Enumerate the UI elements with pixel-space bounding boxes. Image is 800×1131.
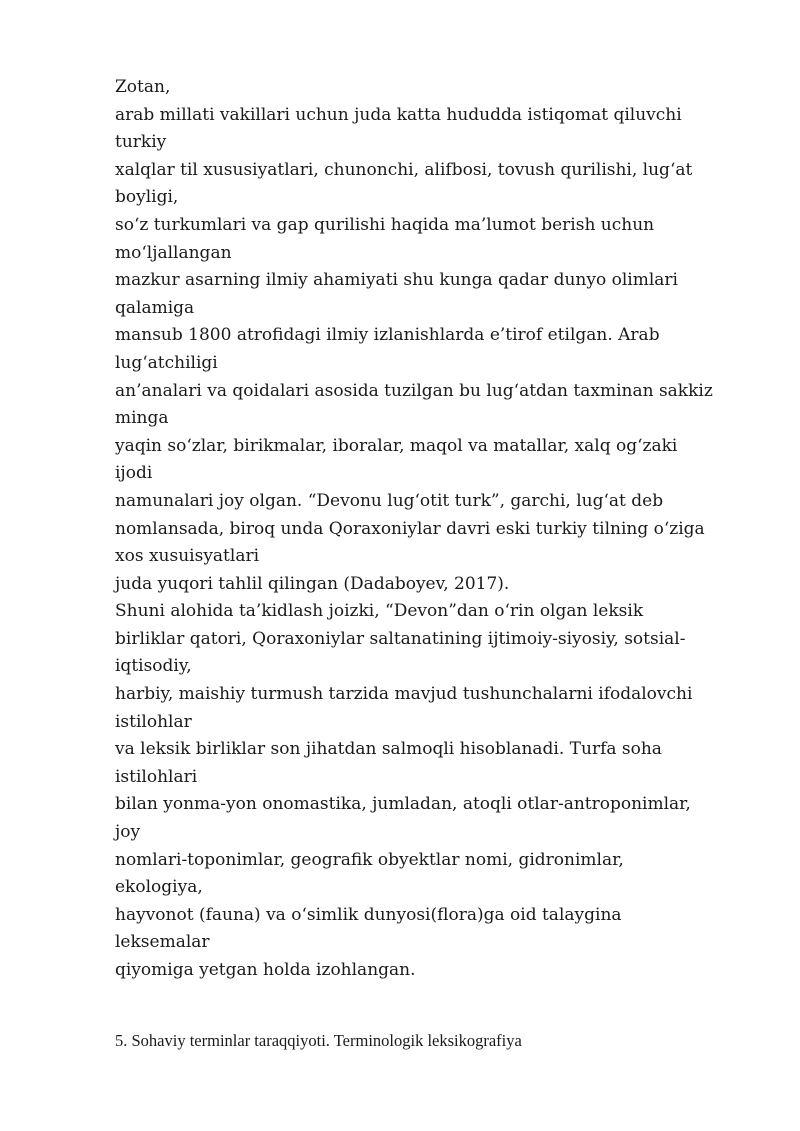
text-line: birliklar qatori, Qoraxoniylar saltanatining ijtimoiy-siyosiy, sotsial- xyxy=(115,628,686,649)
text-line: iqtisodiy, xyxy=(115,656,192,677)
text-line: va leksik birliklar son jihatdan salmoqli hisoblanadi. Turfa soha xyxy=(115,739,662,760)
text-line: harbiy, maishiy turmush tarzida mavjud tushunchalarni ifodalovchi xyxy=(115,684,693,705)
text-line: an’analari va qoidalari asosida tuzilgan bu lug‘atdan taxminan sakkiz xyxy=(115,380,713,401)
text-line: leksemalar xyxy=(115,932,210,953)
text-line: yaqin so‘zlar, birikmalar, iboralar, maqol va matallar, xalq og‘zaki xyxy=(115,435,678,456)
text-line: so‘z turkumlari va gap qurilishi haqida ma’lumot berish uchun xyxy=(115,214,655,235)
text-line: hayvonot (fauna) va o‘simlik dunyosi(flora)ga oid talaygina xyxy=(115,904,622,925)
text-line: qalamiga xyxy=(115,297,195,318)
text-line: arab millati vakillari uchun juda katta hududda istiqomat qiluvchi xyxy=(115,104,682,125)
text-line: istilohlar xyxy=(115,711,192,732)
text-line: boyligi, xyxy=(115,187,179,208)
text-line: mazkur asarning ilmiy ahamiyati shu kunga qadar dunyo olimlari xyxy=(115,270,678,291)
text-line: xalqlar til xususiyatlari, chunonchi, alifbosi, tovush qurilishi, lug‘at xyxy=(115,159,693,180)
text-line: lug‘atchiligi xyxy=(115,352,218,373)
body-paragraph xyxy=(115,74,755,985)
text-line: minga xyxy=(115,408,169,429)
text-line: Shuni alohida ta’kidlash joizki, “Devon”dan o‘rin olgan leksik xyxy=(115,601,644,622)
text-line: nomlansada, biroq unda Qoraxoniylar davri eski turkiy tilning o‘ziga xyxy=(115,518,705,539)
text-line: juda yuqori tahlil qilingan (Dadaboyev, 2017). xyxy=(115,573,510,594)
text-line: joy xyxy=(115,822,141,843)
text-line: qiyomiga yetgan holda izohlangan. xyxy=(115,960,416,980)
text-line: istilohlari xyxy=(115,766,198,787)
text-line: turkiy xyxy=(115,132,167,153)
text-line: ijodi xyxy=(115,463,153,484)
text-line: nomlari-toponimlar, geografik obyektlar nomi, gidronimlar, xyxy=(115,849,624,870)
text-line: xos xusuisyatlari xyxy=(115,546,260,567)
text-line: ekologiya, xyxy=(115,877,203,898)
text-line: namunalari joy olgan. “Devonu lug‘otit turk”, garchi, lug‘at deb xyxy=(115,490,664,511)
text-line: mo‘ljallangan xyxy=(115,242,232,263)
text-line: bilan yonma-yon onomastika, jumladan, atoqli otlar-antroponimlar, xyxy=(115,794,691,815)
text-line: Zotan, xyxy=(115,77,171,97)
text-line: mansub 1800 atrofidagi ilmiy izlanishlarda e’tirof etilgan. Arab xyxy=(115,325,660,346)
section-heading: 5. Sohaviy terminlar taraqqiyoti. Terminologik leksikografiya xyxy=(115,1031,522,1050)
